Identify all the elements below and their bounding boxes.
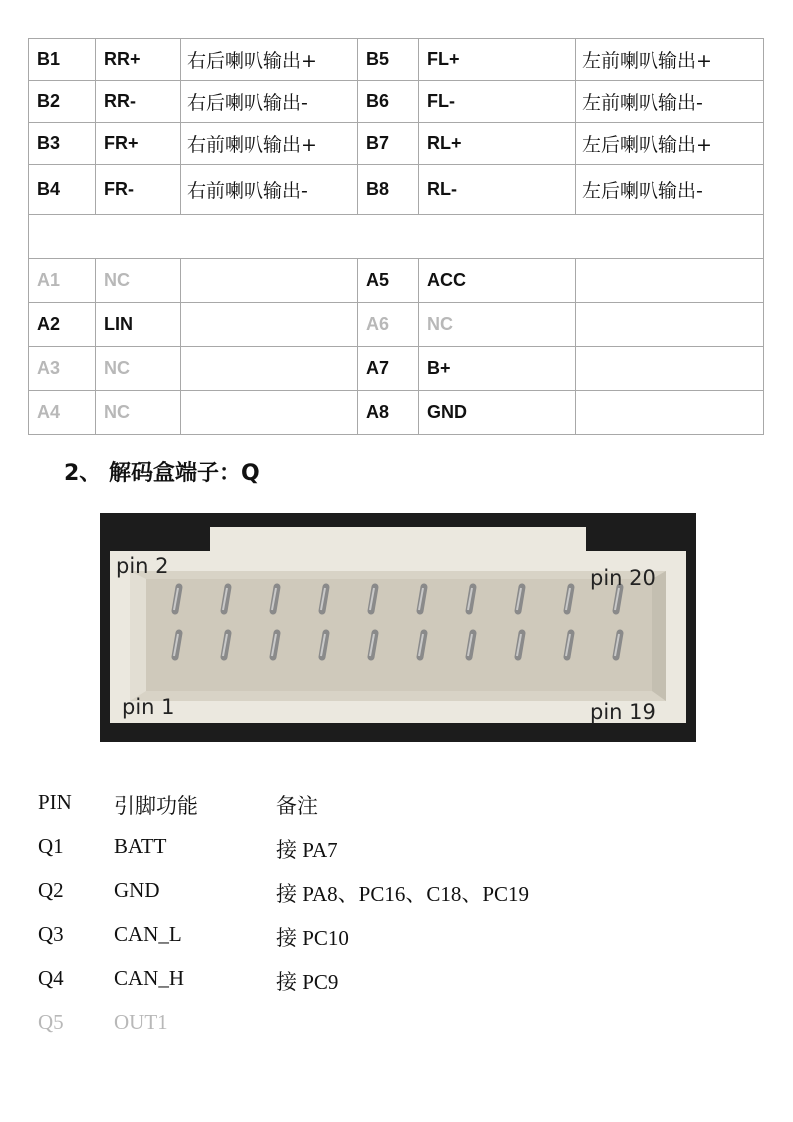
signal-cell: FR- [96,165,181,215]
empty-cell [181,259,358,303]
pin-id: Q5 [38,1010,64,1034]
pin-cell: B1 [29,39,96,81]
signal-cell: FL+ [419,39,576,81]
empty-cell [29,215,764,259]
description-cell: 右后喇叭输出+ [181,39,358,81]
empty-cell [576,391,764,435]
signal-cell: NC [96,347,181,391]
description-cell: 左后喇叭输出+ [576,123,764,165]
description-cell: 左前喇叭输出- [576,81,764,123]
pin-function: OUT1 [114,1010,168,1034]
pin-cell: B4 [29,165,96,215]
pin-note: 接 PC9 [276,970,339,994]
signal-cell: FR+ [96,123,181,165]
signal-cell: NC [96,391,181,435]
pin-cell: B2 [29,81,96,123]
pin-cell: A3 [29,347,96,391]
empty-cell [181,347,358,391]
signal-cell: NC [96,259,181,303]
table-row [29,39,764,81]
table-row [29,259,764,303]
signal-cell: B+ [419,347,576,391]
pin-note: 接 PC10 [276,926,349,950]
signal-cell: LIN [96,303,181,347]
pin-function: BATT [114,834,167,858]
signal-cell: ACC [419,259,576,303]
pin-function: GND [114,878,160,902]
pin-cell: B8 [358,165,419,215]
pin-id: Q3 [38,922,64,946]
connector-photo [100,513,696,742]
pin-cell: A4 [29,391,96,435]
header-note: 备注 [276,794,318,818]
description-cell: 右前喇叭输出+ [181,123,358,165]
table-row [29,81,764,123]
description-cell: 右前喇叭输出- [181,165,358,215]
pin-function: CAN_H [114,966,185,990]
pin-cell: A5 [358,259,419,303]
pin-cell: A8 [358,391,419,435]
table-row [29,165,764,215]
pin-note: 接 PA8、PC16、C18、PC19 [276,882,530,906]
pin-cell: B6 [358,81,419,123]
pin-label-20: pin 20 [590,566,656,590]
pin-cell: A6 [358,303,419,347]
description-cell: 右后喇叭输出- [181,81,358,123]
table-row [29,391,764,435]
pin-cell: A1 [29,259,96,303]
pin-label-1: pin 1 [122,695,175,719]
table-separator-row [29,215,764,259]
table-row [29,123,764,165]
pin-label-2: pin 2 [116,554,169,578]
signal-cell: GND [419,391,576,435]
header-function: 引脚功能 [114,794,198,818]
pin-cell: B5 [358,39,419,81]
header-pin: PIN [38,790,72,814]
harness-pin-table [28,38,764,435]
pin-cell: A7 [358,347,419,391]
description-cell: 左前喇叭输出+ [576,39,764,81]
pin-id: Q4 [38,966,64,990]
signal-cell: RR- [96,81,181,123]
signal-cell: RR+ [96,39,181,81]
section-heading: 2、 解码盒端子：Q [64,461,260,486]
signal-cell: RL- [419,165,576,215]
pin-label-19: pin 19 [590,700,656,724]
signal-cell: FL- [419,81,576,123]
empty-cell [181,303,358,347]
empty-cell [576,303,764,347]
pin-cell: B3 [29,123,96,165]
pin-cell: A2 [29,303,96,347]
signal-cell: NC [419,303,576,347]
empty-cell [576,259,764,303]
description-cell: 左后喇叭输出- [576,165,764,215]
pin-note: 接 PA7 [276,838,338,862]
empty-cell [576,347,764,391]
table-row [29,347,764,391]
pin-id: Q1 [38,834,64,858]
table-row [29,303,764,347]
pin-id: Q2 [38,878,64,902]
pin-function: CAN_L [114,922,182,946]
empty-cell [181,391,358,435]
signal-cell: RL+ [419,123,576,165]
pin-cell: B7 [358,123,419,165]
